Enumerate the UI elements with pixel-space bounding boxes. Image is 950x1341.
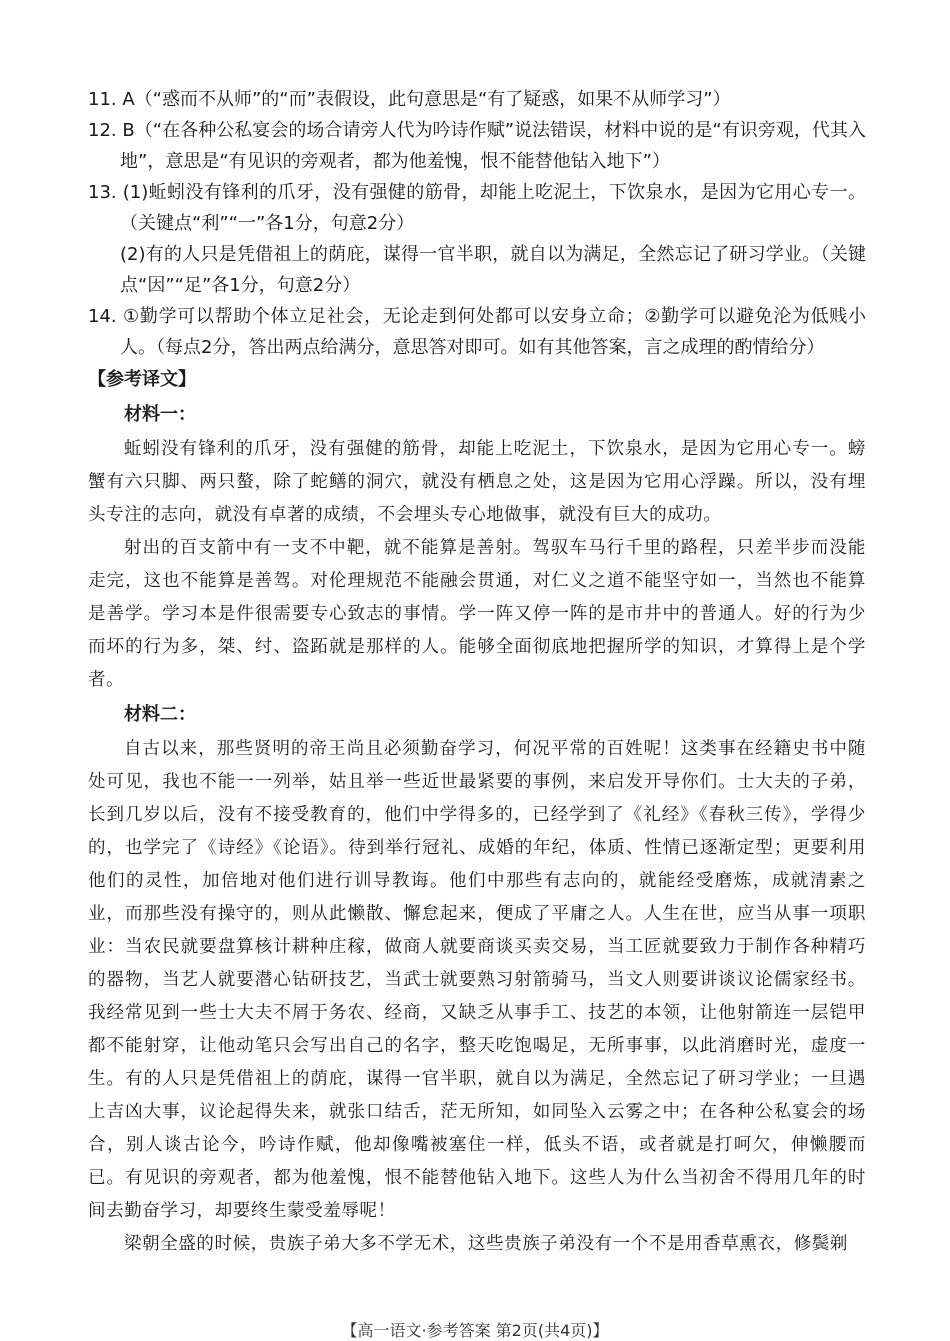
- answer-13: 13. (1)蚯蚓没有锋利的爪牙，没有强健的筋骨，却能上吃泥土，下饮泉水，是因为它用心专一。（关键点“利”“一”各1分，句意2分）: [88, 182, 866, 234]
- reference-translation: [88, 397, 866, 1261]
- material-2-paragraph: 梁朝全盛的时候，贵族子弟大多不学无术，这些贵族子弟没有一个不是用香草熏衣，修鬓剃: [124, 1234, 848, 1254]
- material-2-title: 材料二：: [124, 704, 196, 725]
- answer-11: 11. A（“惑而不从师”的“而”表假设，此句意思是“有了疑惑，如果不从师学习”）: [88, 89, 731, 110]
- material-2-paragraph: 自古以来，那些贤明的帝王尚且必须勤奋学习，何况平常的百姓呢！这类事在经籍史书中随处可见，我也不能一一列举，姑且举一些近世最紧要的事例，来启发开导你们。士大夫的子弟，长到几岁以后，没有不接受教育的，他们中学得多的，已经学到了《礼经》《春秋三传》，学得少的，也学完了《诗经》《论语》。待到举行冠礼、成婚的年纪，体质、性情已逐渐定型；更要利用他们的灵性，加倍地对他们进行训导教诲。他们中那些有志向的，就能经受磨炼，成就清素之业，而那些没有操守的，则从此懒散、懈怠起来，便成了平庸之人。人生在世，应当从事一项职业：当农民就要盘算核计耕种庄稼，做商人就要商谈买卖交易，当工匠就要致力于制作各种精巧的器物，当艺人就要潜心钻研技艺，当武士就要熟习射箭骑马，当文人则要讲谈议论儒家经书。我经常见到一些士大夫不屑于务农、经商，又缺乏从事手工、技艺的本领，让他射箭连一层铠甲都不能射穿，让他动笔只会写出自己的名字，整天吃饱喝足，无所事事，以此消磨时光，虚度一生。有的人只是凭借祖上的荫庇，谋得一官半职，就自以为满足，全然忘记了研习学业；一旦遇上吉凶大事，议论起得失来，就张口结舌，茫无所知，如同坠入云雾之中；在各种公私宴会的场合，别人谈古论今，吟诗作赋，他却像嘴被塞住一样，低头不语，或者就是打呵欠，伸懒腰而已。有见识的旁观者，都为他羞愧，恨不能替他钻入地下。这些人为什么当初舍不得用几年的时间去勤奋学习，却要终生蒙受羞辱呢！: [88, 739, 866, 1221]
- answer-13-part-2: (2)有的人只是凭借祖上的荫庇，谋得一官半职，就自以为满足，全然忘记了研习学业。（关键点“因”“足”各1分，句意2分）: [120, 244, 866, 296]
- material-1-paragraph: 蚯蚓没有锋利的爪牙，没有强健的筋骨，却能上吃泥土，下饮泉水，是因为它用心专一。螃蟹有六只脚、两只螯，除了蛇鳝的洞穴，就没有栖息之处，这是因为它用心浮躁。所以，没有埋头专注的志向，就没有卓著的成绩，不会埋头专心地做事，就没有巨大的成功。: [88, 439, 866, 525]
- answer-14: 14. ①勤学可以帮助个体立足社会，无论走到何处都可以安身立命；②勤学可以避免沦为低贱小人。（每点2分，答出两点给满分，意思答对即可。如有其他答案，言之成理的酌情给分）: [88, 306, 866, 358]
- reference-translation-heading: 【参考译文】: [88, 369, 196, 390]
- page-footer: 【高一语文·参考答案 第2页(共4页)】: [341, 1321, 609, 1340]
- material-1-paragraph: 射出的百支箭中有一支不中靶，就不能算是善射。驾驭车马行千里的路程，只差半步而没能走完，这也不能算是善驾。对伦理规范不能融会贯通，对仁义之道不能坚守如一，当然也不能算是善学。学习本是件很需要专心致志的事情。学一阵又停一阵的是市井中的普通人。好的行为少而坏的行为多，桀、纣、盗跖就是那样的人。能够全面彻底地把握所学的知识，才算得上是个学者。: [88, 538, 866, 690]
- answer-list: [88, 84, 866, 363]
- answer-12: 12. B（“在各种公私宴会的场合请旁人代为吟诗作赋”说法错误，材料中说的是“有识旁观，代其入地”，意思是“有见识的旁观者，都为他羞愧，恨不能替他钻入地下”）: [88, 120, 866, 172]
- material-1-title: 材料一：: [124, 404, 196, 425]
- answer-document: [88, 84, 866, 1261]
